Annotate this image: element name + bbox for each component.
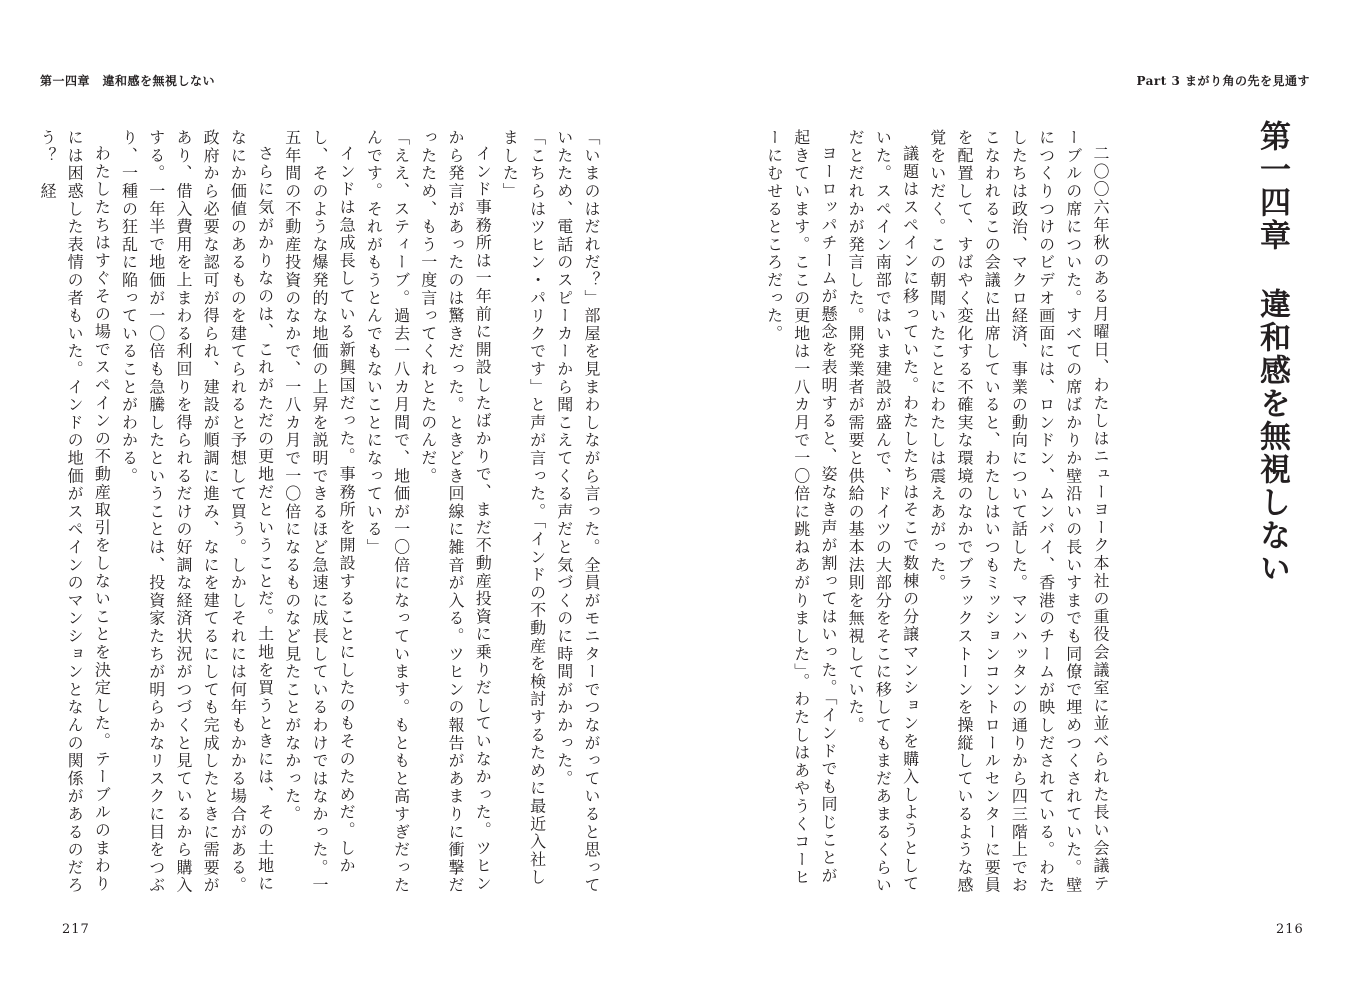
- page-number-left: 217: [62, 922, 90, 937]
- chapter-number: 第一四章: [1254, 120, 1290, 252]
- left-page-body: [37, 129, 605, 897]
- running-head-left: 第一四章 違和感を無視しない: [40, 74, 216, 88]
- page-number-right: 216: [1276, 922, 1304, 937]
- paragraph: ヨーロッパチームが懸念を表明すると、姿なき声が割ってはいった。「インドでも同じことが起きています。ここの更地は一八カ月で一〇倍に跳ねあがりました」。わたしはあやうくコーヒーにむせるところだった。: [764, 129, 838, 887]
- paragraph: 議題はスペインに移っていた。わたしたちはそこで数棟の分譲マンションを購入しようとしていた。スペイン南部ではいま建設が盛んで、ドイツの大部分をそこに移してもまだあまるくらいだとだれかが発言した。開発業者が需要と供給の基本法則を無視していた。: [846, 129, 920, 895]
- running-head-right: Part 3 まがり角の先を見通す: [1136, 74, 1310, 88]
- paragraph: 「こちらはツヒン・パリクです」と声が言った。「インドの不動産を検討するために最近入社しました」: [500, 129, 547, 887]
- paragraph: 二〇〇六年秋のある月曜日、わたしはニューヨーク本社の重役会議室に並べられた長い会議テーブルの席についた。すべての席ばかりか壁沿いの長いすまでも同僚で埋めつくされていた。壁につくりつけのビデオ画面には、ロンドン、ムンバイ、香港のチームが映しだされている。わたしたちは政治、マクロ経済、事業の動向について話した。マンハッタンの通りから四三階上でおこなわれるこの会議に出席していると、わたしはいつもミッションコントロールセンターに要員を配置して、すばやく変化する不確実な環境のなかでブラックストーンを操縦しているような感覚をいだく。この朝聞いたことにわたしは震えあがった。: [927, 129, 1110, 895]
- paragraph: インド事務所は一年前に開設したばかりで、まだ不動産投資に乗りだしていなかった。ツヒンから発言があったのは驚きだった。ときどき回線に雑音が入る。ツヒンの報告があまりに衝撃だったため、もう一度言ってくれとたのんだ。: [418, 129, 493, 895]
- right-page-body: [754, 129, 1114, 897]
- chapter-heading: [1252, 120, 1292, 585]
- paragraph: 「ええ、スティーブ。過去一八カ月間で、地価が一〇倍になっています。もともと高すぎだったんです。それがもうとんでもないことになっている」: [364, 129, 411, 895]
- paragraph: インドは急成長している新興国だった。事務所を開設することにしたのもそのためだ。しかし、そのような爆発的な地価の上昇を説明できるほど急速に成長しているわけではなかった。一五年間の不動産投資のなかで、一八カ月で一〇倍になるものなど見たことがなかった。: [282, 129, 357, 895]
- chapter-title: 違和感を無視しない: [1254, 288, 1290, 585]
- paragraph: わたしたちはすぐその場でスペインの不動産取引をしないことを決定した。テーブルのまわりには困惑した表情の者もいた。インドの地価がスペインのマンションとなんの関係があるのだろう？ 経: [37, 129, 112, 895]
- paragraph: さらに気がかりなのは、これがただの更地だということだ。土地を買うときには、その土地になにか価値のあるものを建てられると予想して買う。しかしそれには何年もかかる場合がある。政府から必要な認可が得られ、建設が順調に進み、なにを建てるにしても完成したときに需要があり、借入費用を上まわる利回りを得られるだけの好調な経済状況がつづくと見ているから購入する。一年半で地価が一〇倍も急騰したということは、投資家たちが明らかなリスクに目をつぶり、一種の狂乱に陥っていることがわかる。: [119, 129, 275, 895]
- paragraph: 「いまのはだれだ？」部屋を見まわしながら言った。全員がモニターでつながっていると思っていたため、電話のスピーカーから聞こえてくる声だと気づくのに時間がかかった。: [554, 129, 601, 895]
